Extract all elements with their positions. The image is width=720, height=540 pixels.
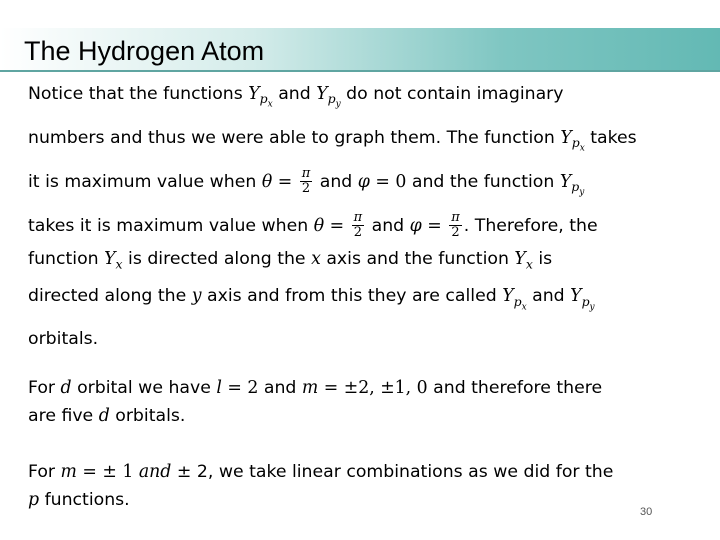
slide-title: The Hydrogen Atom [24,36,265,66]
fraction-pi-over-2: $\frac{\pi}{2}$ [301,166,311,197]
text-line: For d orbital we have l = 2 and m = ±2, ±1, 0 and therefore there [28,378,603,399]
text-line: are five d orbitals. [28,406,186,427]
paragraph-p-orbitals [28,78,692,354]
text-line: directed along the y axis and from this they are called $Y_{p_x}$ and $Y_{p_y}$ [28,286,595,313]
text-line: For m = ± 1 and ± 2, we take linear combinations as we did for the [28,462,614,483]
text-line: orbitals. [28,329,99,350]
text-line: Notice that the functions $Y_{p_x}$ and $Y_{p_y}$ do not contain imaginary [28,84,564,110]
text-line: function $Y_x$ is directed along the x axis and the function $Y_x$ is [28,248,553,272]
title-bar [0,28,720,72]
fraction-pi-over-2: $\frac{\pi}{2}$ [353,210,363,241]
slide-content [28,78,692,514]
paragraph-d-orbitals [28,374,692,430]
paragraph-linear-combinations [28,458,692,514]
text-line: takes it is maximum value when θ = $\frac{\pi}{2}$ and φ = $\frac{\pi}{2}$ . Therefore, the [28,210,598,241]
page-number: 30 [640,506,653,518]
text-line: numbers and thus we were able to graph them. The function $Y_{p_x}$ takes [28,127,637,154]
text-line: p functions. [28,490,130,511]
fraction-pi-over-2: $\frac{\pi}{2}$ [451,210,460,241]
text-line: it is maximum value when θ = $\frac{\pi}{2}$ and φ = 0 and the function $Y_{p_y}$ [28,166,585,198]
